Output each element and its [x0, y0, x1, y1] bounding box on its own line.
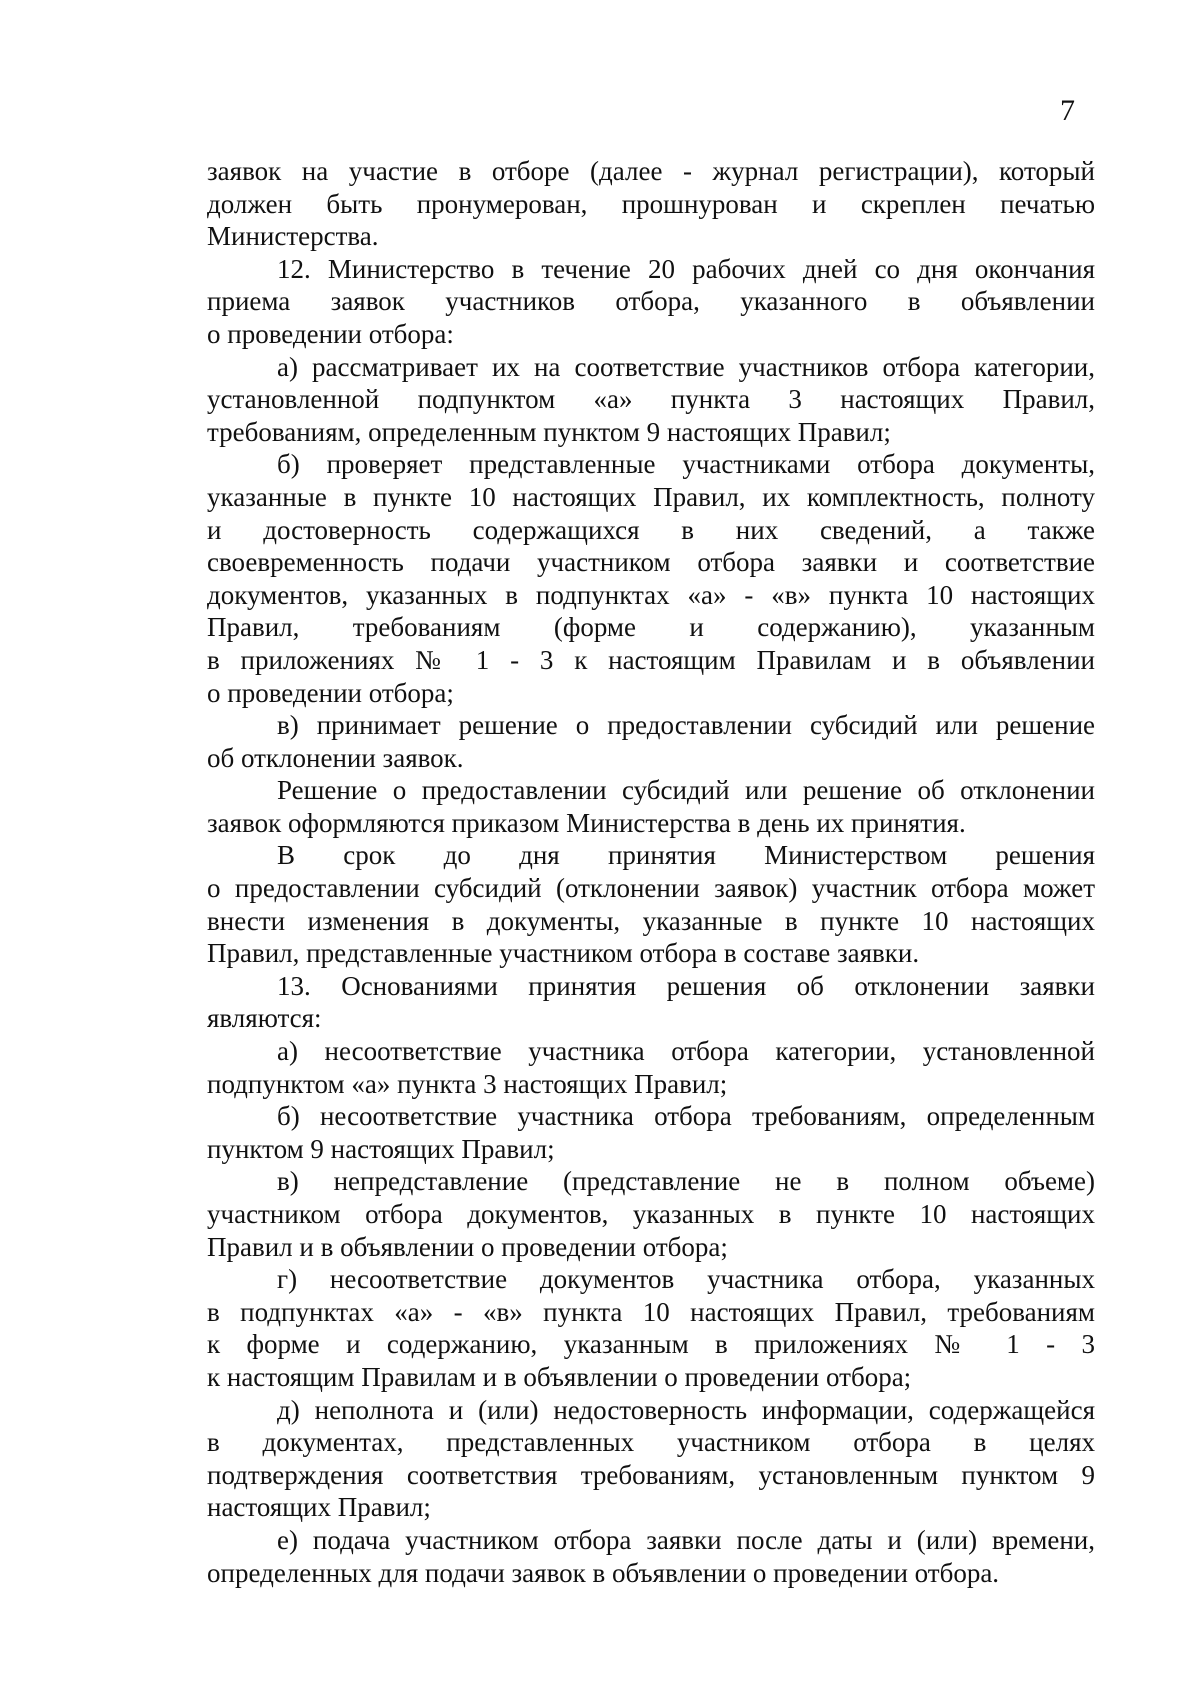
text-line: б) проверяет представленные участниками отбора документы, [277, 449, 1095, 480]
text-line: 12. Министерство в течение 20 рабочих дней со дня окончания [277, 253, 1095, 284]
text-line: пунктом 9 настоящих Правил; [207, 1133, 555, 1164]
text-line: являются: [207, 1003, 322, 1034]
text-line: должен быть пронумерован, прошнурован и скреплен печатью [207, 188, 1095, 219]
text-line: о предоставлении субсидий (отклонении заявок) участник отбора может [207, 873, 1095, 904]
page-number: 7 [1060, 94, 1075, 127]
text-line: заявок на участие в отборе (далее - журнал регистрации), который [207, 156, 1095, 186]
text-line: к форме и содержанию, указанным в приложениях № 1 - 3 [207, 1329, 1095, 1360]
text-line: участником отбора документов, указанных в пункте 10 настоящих [207, 1199, 1095, 1229]
text-line: внести изменения в документы, указанные в пункте 10 настоящих [207, 905, 1095, 936]
text-line: настоящих Правил; [207, 1492, 431, 1523]
text-line: Правил и в объявлении о проведении отбора; [207, 1231, 728, 1262]
text-line: требованиям, определенным пунктом 9 настоящих Правил; [207, 416, 891, 447]
text-line: в) непредставление (представление не в полном объеме) [277, 1166, 1095, 1197]
text-line: Правил, представленные участником отбора в составе заявки. [207, 938, 920, 969]
text-line: подтверждения соответствия требованиям, установленным пунктом 9 [207, 1459, 1095, 1490]
text-line: Правил, требованиям (форме и содержанию), указанным [207, 612, 1095, 643]
text-line: в) принимает решение о предоставлении субсидий или решение [277, 710, 1095, 741]
text-line: своевременность подачи участником отбора заявки и соответствие [207, 547, 1095, 578]
text-line: приема заявок участников отбора, указанного в объявлении [207, 286, 1095, 317]
text-line: 13. Основаниями принятия решения об отклонении заявки [277, 970, 1095, 1001]
text-line: б) несоответствие участника отбора требованиям, определенным [277, 1101, 1095, 1132]
text-line: Решение о предоставлении субсидий или решение об отклонении [277, 775, 1095, 806]
document-body [207, 155, 1095, 1589]
text-line: а) рассматривает их на соответствие участников отбора категории, [277, 351, 1095, 382]
text-line: к настоящим Правилам и в объявлении о проведении отбора; [207, 1361, 912, 1392]
text-line: в документах, представленных участником отбора в целях [207, 1427, 1095, 1458]
text-line: о проведении отбора; [207, 677, 454, 708]
text-line: установленной подпунктом «а» пункта 3 настоящих Правил, [207, 384, 1095, 415]
text-line: документов, указанных в подпунктах «а» - «в» пункта 10 настоящих [207, 579, 1095, 610]
text-line: и достоверность содержащихся в них сведений, а также [207, 514, 1095, 545]
text-line: г) несоответствие документов участника отбора, указанных [277, 1264, 1095, 1295]
text-line: подпунктом «а» пункта 3 настоящих Правил; [207, 1068, 728, 1099]
text-line: о проведении отбора: [207, 318, 454, 349]
text-line: в приложениях № 1 - 3 к настоящим Правилам и в объявлении [207, 644, 1095, 675]
text-line: заявок оформляются приказом Министерства в день их принятия. [207, 807, 966, 838]
text-line: д) неполнота и (или) недостоверность информации, содержащейся [277, 1394, 1095, 1425]
text-line: а) несоответствие участника отбора категории, установленной [277, 1036, 1095, 1067]
text-line: определенных для подачи заявок в объявлении о проведении отбора. [207, 1557, 1000, 1588]
text-line: об отклонении заявок. [207, 742, 464, 773]
text-line: В срок до дня принятия Министерством решения [277, 840, 1095, 871]
text-line: указанные в пункте 10 настоящих Правил, их комплектность, полноту [207, 481, 1095, 512]
text-line: в подпунктах «а» - «в» пункта 10 настоящих Правил, требованиям [207, 1296, 1095, 1327]
text-line: е) подача участником отбора заявки после даты и (или) времени, [277, 1524, 1095, 1555]
text-line: Министерства. [207, 221, 379, 252]
